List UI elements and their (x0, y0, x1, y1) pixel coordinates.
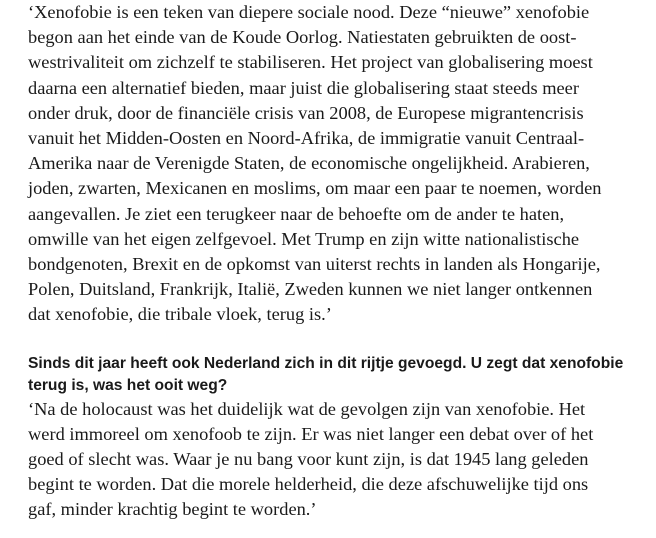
answer-paragraph: ‘Na de holocaust was het duidelijk wat de gevolgen zijn van xenofobie. Het werd immoreel om xenofoob te zijn. Er was niet langer een debat over of het goed of slecht was. Waar je nu bang voor kunt zijn, is dat 1945 lang geleden begint te worden. Dat die morele helderheid, die deze afschuwelijke tijd ons gaf, minder krachtig begint te worden.’ (28, 398, 594, 520)
answer-paragraph: ‘Xenofobie is een teken van diepere sociale nood. Deze “nieuwe” xenofobie begon aan het einde van de Koude Oorlog. Natiestaten gebruikten de oost- westrivaliteit om zichzelf te stabiliseren. Het project van globalisering moest daarna een alternatief bieden, maar juist die globalisering staat steeds meer onder druk, door de financiële crisis van 2008, de Europese migrantencrisis vanuit het Midden-Oosten en Noord-Afrika, de immigratie vanuit Centraal- Amerika naar de Verenigde Staten, de economische ongelijkheid. Arabieren, joden, zwarten, Mexicanen en moslims, om maar een paar te noemen, worden aangevallen. Je ziet een terugkeer naar de behoefte om de ander te haten, omwille van het eigen zelfgevoel. Met Trump en zijn witte nationalistische bondgenoten, Brexit en de opkomst van uiterst rechts in landen als Hongarije, Polen, Duitsland, Frankrijk, Italië, Zweden kunnen we niet langer ontkennen dat xenofobie, die tribale vloek, terug is.’ (28, 2, 602, 325)
interview-question: Sinds dit jaar heeft ook Nederland zich in dit rijtje gevoegd. U zegt dat xenofobie terug is, was het ooit weg? (28, 354, 624, 394)
article-body (28, 0, 648, 523)
